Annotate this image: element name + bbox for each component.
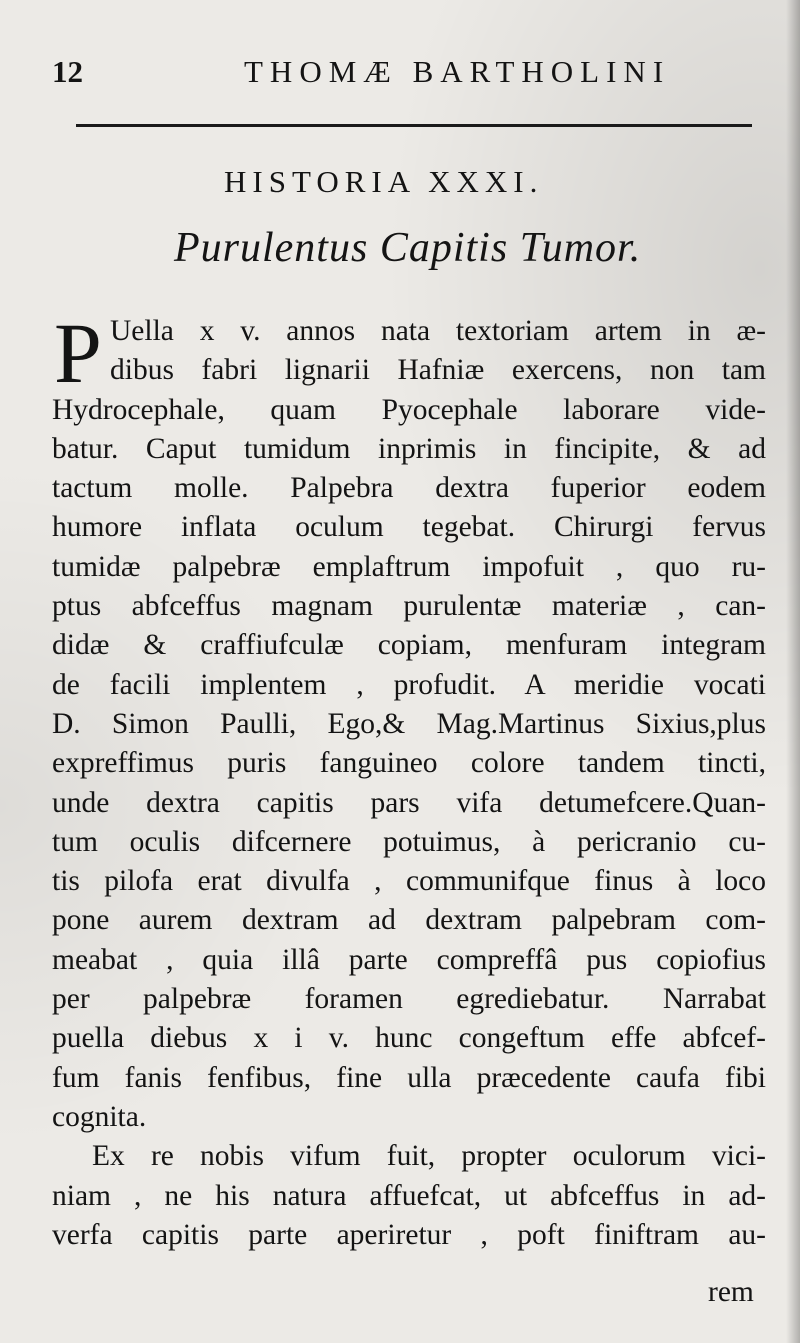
text-line: per palpebræ foramen egrediebatur. Narrabat bbox=[52, 983, 766, 1016]
header-rule bbox=[76, 124, 752, 127]
text-line: D. Simon Paulli, Ego,& Mag.Martinus Sixius,plus bbox=[52, 707, 766, 740]
text-line: niam , ne his natura affuefcat, ut abfceffus in ad- bbox=[52, 1179, 766, 1212]
text-line: puella diebus x i v. hunc congeftum effe abfcef- bbox=[52, 1022, 766, 1055]
body-text bbox=[52, 305, 766, 1255]
section-heading: HISTORIA XXXI. bbox=[224, 164, 544, 199]
text-line: humore inflata oculum tegebat. Chirurgi fervus bbox=[52, 511, 766, 544]
page-header bbox=[48, 48, 768, 98]
text-line: tis pilofa erat divulfa , communifque finus à loco bbox=[52, 865, 766, 898]
page-number: 12 bbox=[52, 54, 83, 89]
text-line: de facili implentem , profudit. A meridie vocati bbox=[52, 668, 766, 701]
page-edge-shadow bbox=[786, 0, 800, 1343]
text-line: tactum molle. Palpebra dextra fuperior eodem bbox=[52, 472, 766, 505]
drop-cap: P bbox=[54, 305, 102, 401]
text-line: Hydrocephale, quam Pyocephale laborare vide- bbox=[52, 393, 766, 426]
text-line: tumidæ palpebræ emplaftrum impofuit , quo ru- bbox=[52, 550, 766, 583]
text-line: ptus abfceffus magnam purulentæ materiæ , can- bbox=[52, 590, 766, 623]
text-line: expreffimus puris fanguineo colore tandem tincti, bbox=[52, 747, 766, 780]
text-line: batur. Caput tumidum inprimis in fincipite, & ad bbox=[52, 432, 766, 465]
text-line: fum fanis fenfibus, fine ulla præcedente caufa fibi bbox=[52, 1061, 766, 1094]
text-line: Ex re nobis vifum fuit, propter oculorum vici- bbox=[92, 1140, 766, 1173]
text-line: verfa capitis parte aperiretur , poft finiftram au- bbox=[52, 1218, 766, 1251]
text-line: didæ & craffiufculæ copiam, menfuram integram bbox=[52, 629, 766, 662]
catchword: rem bbox=[708, 1276, 754, 1308]
text-line: unde dextra capitis pars vifa detumefcere.Quan- bbox=[52, 786, 766, 819]
text-line: meabat , quia illâ parte compreffâ pus copiofius bbox=[52, 943, 766, 976]
text-line: tum oculis difcernere potuimus, à pericranio cu- bbox=[52, 825, 766, 858]
text-line: dibus fabri lignarii Hafniæ exercens, non tam bbox=[110, 354, 766, 387]
text-line: cognita. bbox=[52, 1100, 147, 1133]
running-title: THOMÆ BARTHOLINI bbox=[244, 54, 671, 89]
section-title: Purulentus Capitis Tumor. bbox=[174, 225, 642, 271]
text-line: Uella x v. annos nata textoriam artem in æ- bbox=[110, 315, 766, 347]
text-line: pone aurem dextram ad dextram palpebram com- bbox=[52, 904, 766, 937]
